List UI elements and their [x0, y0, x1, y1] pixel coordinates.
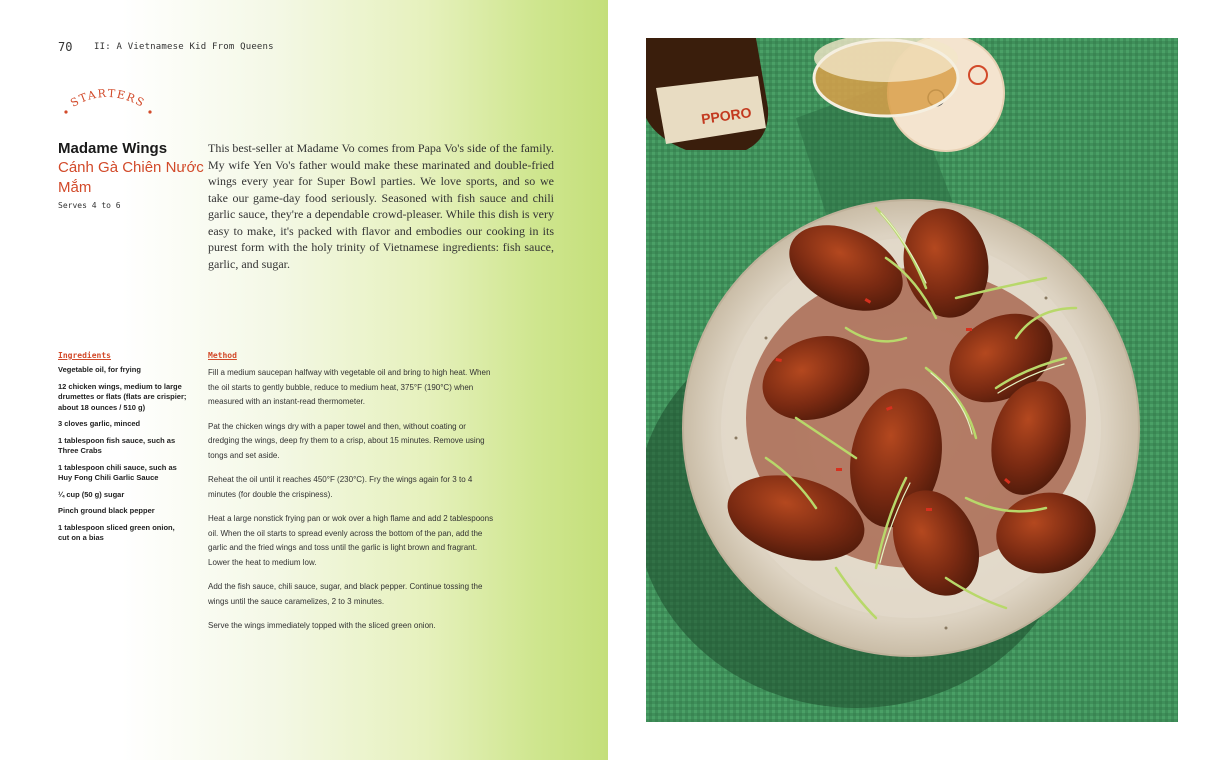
bottle-label-text: PPORO: [700, 104, 753, 127]
method-step: Heat a large nonstick frying pan or wok over a high flame and add 2 tablespoons oil. When the oil starts to spread evenly across the bottom of the pan, add the garlic and the fried wings and toss until the garlic is light brown and fragrant. Lower the heat to medium low.: [208, 514, 494, 567]
ingredient-item: 1 tablespoon fish sauce, such as Three Crabs: [58, 435, 176, 455]
food-photo: [646, 38, 1178, 722]
recipe-intro: This best-seller at Madame Vo comes from Papa Vo's side of the family. My wife Yen Vo's father would make these marinated and double-fried wings every year for Super Bowl parties. We love sports, and so we take our game-day food seriously. Seasoned with fish sauce and chili garlic sauce, they're a dependable crowd-pleaser. While this dish is very easy to make, it's packed with flavor and embodies our cooking in its purest form with the holy trinity of Vietnamese ingredients: fish sauce, garlic, and sugar.: [208, 141, 554, 271]
method-step: Add the fish sauce, chili sauce, sugar, and black pepper. Continue tossing the wings until the sauce caramelizes, 2 to 3 minutes.: [208, 582, 483, 606]
beer-bottle-icon: [646, 38, 768, 150]
ingredients-list: [58, 365, 188, 550]
ingredient-item: 12 chicken wings, medium to large drumettes or flats (flats are crispier; about 18 ounces / 510 g): [58, 381, 187, 412]
svg-text:STARTERS: [68, 87, 147, 110]
section-badge: [58, 80, 158, 120]
recipe-title: Madame Wings: [58, 140, 168, 157]
section-label: STARTERS: [68, 86, 148, 111]
page-number: 70: [58, 40, 73, 54]
ingredient-item: ¼ cup (50 g) sugar: [58, 489, 125, 499]
running-head: II: A Vietnamese Kid From Queens: [94, 42, 274, 52]
badge-dot-icon: [148, 110, 151, 113]
method-step: Fill a medium saucepan halfway with vegetable oil and bring to high heat. When the oil starts to gently bubble, reduce to medium heat, 375°F (190°C) when measured with an instant-read thermometer.: [208, 368, 491, 406]
ingredient-item: 1 tablespoon sliced green onion, cut on a bias: [58, 522, 175, 542]
servings: Serves 4 to 6: [58, 201, 121, 210]
method-step: Pat the chicken wings dry with a paper towel and then, without coating or dredging the wings, deep fry them to a crisp, about 15 minutes. Remove using tongs and set aside.: [208, 421, 485, 460]
right-page: [608, 0, 1216, 760]
method-heading: Method: [208, 351, 237, 360]
method-steps: [208, 366, 498, 644]
ingredient-item: 1 tablespoon chili sauce, such as Huy Fong Chili Garlic Sauce: [58, 462, 177, 482]
badge-dot-icon: [64, 110, 67, 113]
method-step: Serve the wings immediately topped with the sliced green onion.: [208, 621, 436, 630]
ingredient-item: 3 cloves garlic, minced: [58, 419, 141, 428]
ingredient-item: Vegetable oil, for frying: [58, 365, 141, 374]
ingredients-heading: Ingredients: [58, 351, 111, 360]
method-step: Reheat the oil until it reaches 450°F (230°C). Fry the wings again for 3 to 4 minutes (for double the crispiness).: [208, 475, 473, 499]
recipe-title-vietnamese: Cánh Gà Chiên Nước Mắm: [58, 159, 204, 196]
beer-glass-icon: [814, 38, 958, 116]
ingredient-item: Pinch ground black pepper: [58, 506, 155, 515]
